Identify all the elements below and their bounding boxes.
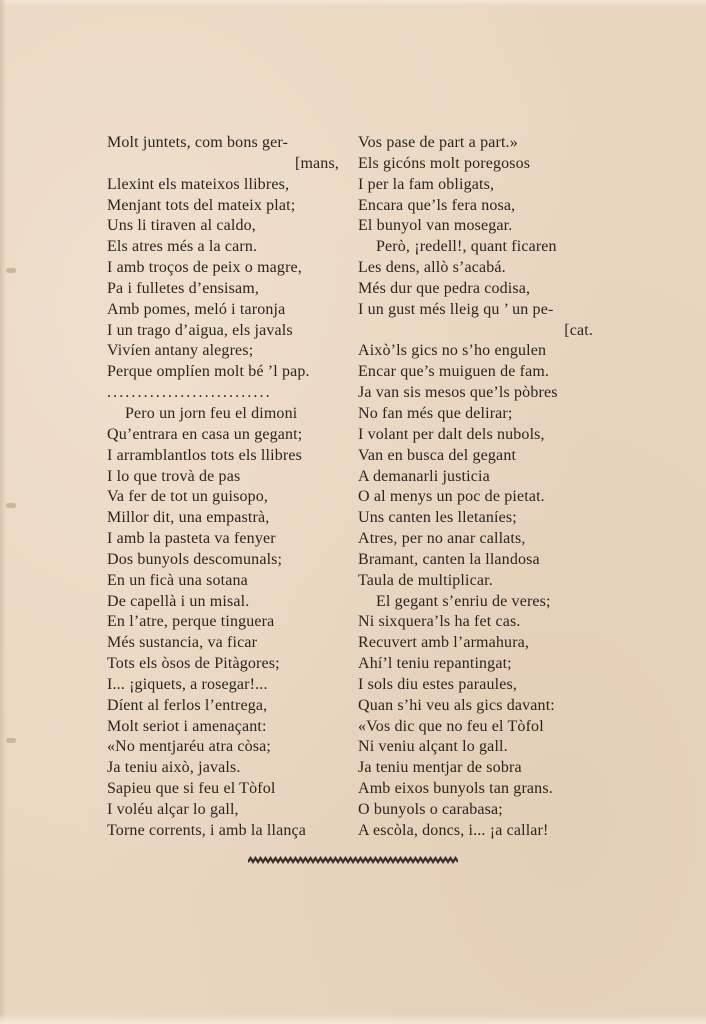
poem-line: I amb la pasteta va fenyer <box>107 530 276 548</box>
poem-line: Pero un jorn feu el dimoni <box>125 404 298 422</box>
poem-line: Encara que’ls fera nosa, <box>358 196 516 214</box>
poem-line: En l’atre, perque tinguera <box>107 613 275 631</box>
poem-line: Amb eixos bunyols tan grans. <box>358 780 553 798</box>
poem-line: Vos pase de part a part.» <box>358 134 518 151</box>
poem-line: Van en busca del gegant <box>358 446 517 464</box>
poem-line: I un gust més lleig qu ’ un pe- <box>358 300 554 318</box>
binding-stitch-hole <box>6 503 16 508</box>
poem-line: Amb pomes, meló i taronja <box>107 300 286 318</box>
poem-line: De capellà i un misal. <box>107 592 250 610</box>
poem-line: Ahí’l teniu repantingat; <box>358 655 512 673</box>
poem-line: Encar que’s muiguen de fam. <box>358 363 550 381</box>
poem-line: El gegant s’enriu de veres; <box>376 592 551 610</box>
poem-line: Ni sixquera’ls ha fet cas. <box>358 613 521 631</box>
poem-line: O bunyols o carabasa; <box>358 801 503 818</box>
poem-line: Menjant tots del mateix plat; <box>107 196 296 214</box>
binding-stitch-hole <box>6 738 16 743</box>
poem-line: Els gicóns molt poregosos <box>358 154 531 172</box>
poem-line: Va fer de tot un guisopo, <box>107 488 269 506</box>
poem-line: Ni veniu alçant lo gall. <box>358 738 508 756</box>
poem-line: Millor dit, una empastrà, <box>107 509 270 527</box>
poem-line: Els atres més a la carn. <box>107 238 258 256</box>
poem-line: Bramant, canten la llandosa <box>358 550 540 568</box>
poem-line: A escòla, doncs, i... ¡a callar! <box>358 821 549 839</box>
poem-line: Dos bunyols descomunals; <box>107 550 283 568</box>
poem-line: Llexint els mateixos llibres, <box>107 175 290 193</box>
poem-line: [mans, <box>294 154 339 172</box>
poem-line: [cat. <box>564 321 593 339</box>
poem-line: Uns li tiraven al caldo, <box>107 217 256 235</box>
poem-line: Perque omplíen molt bé ’l pap. <box>107 363 310 381</box>
poem-line: I amb troços de peix o magre, <box>107 259 302 277</box>
poem-line: Tots els òsos de Pitàgores; <box>107 655 280 673</box>
poem-line: Ja van sis mesos que’ls pòbres <box>358 384 558 402</box>
poem-line: Però, ¡redell!, quant ficaren <box>376 238 557 256</box>
poem-line: Vivíen antany alegres; <box>107 342 254 360</box>
poem-line: Díent al ferlos l’entrega, <box>107 696 268 714</box>
poem-line: I un trago d’aigua, els javals <box>107 321 293 339</box>
poem-left-column <box>107 133 339 842</box>
poem-line: Torne corrents, i amb la llança <box>107 821 307 839</box>
poem-line: Les dens, allò s’acabá. <box>358 259 506 277</box>
poem-line: I lo que trovà de pas <box>107 467 241 485</box>
poem-line: Més sustancia, va ficar <box>107 634 258 652</box>
poem-line: I sols diu estes paraules, <box>358 675 517 693</box>
poem-line: Recuvert amb l’armahura, <box>358 634 530 652</box>
poem-line: Molt juntets, com bons ger- <box>107 134 289 151</box>
poem-right-column <box>358 133 593 842</box>
poem-line: Pa i fulletes d’ensisam, <box>107 279 260 297</box>
poem-line: O al menys un poc de pietat. <box>358 488 545 506</box>
poem-line: Quan s’hi veu als gics davant: <box>358 696 555 714</box>
poem-line: Més dur que pedra codisa, <box>358 279 531 297</box>
poem-line: Molt seriot i amenaçant: <box>107 717 267 735</box>
poem-line: Això’ls gics no s’ho engulen <box>358 342 547 360</box>
binding-stitch-hole <box>6 268 16 273</box>
page-binding-edge <box>0 0 6 1024</box>
poem-line: Ja teniu això, javals. <box>107 759 241 777</box>
poem-line: «Vos dic que no feu el Tòfol <box>358 717 544 735</box>
poem-line: I... ¡giquets, a rosegar!... <box>107 675 268 693</box>
poem-line: Sapieu que si feu el Tòfol <box>107 780 276 798</box>
section-break-dots: ........................... <box>107 384 272 402</box>
poem-line: No fan més que delirar; <box>358 404 513 422</box>
poem-line: I arramblantlos tots els llibres <box>107 446 302 464</box>
poem-line: I per la fam obligats, <box>358 175 495 193</box>
decorative-divider <box>248 856 458 864</box>
poem-line: Taula de multiplicar. <box>358 571 493 589</box>
poem-line: I volant per dalt dels nubols, <box>358 425 545 443</box>
poem-line: Atres, per no anar callats, <box>358 530 526 548</box>
poem-line: Ja teniu mentjar de sobra <box>358 759 522 777</box>
poem-line: Qu’entrara en casa un gegant; <box>107 425 303 443</box>
poem-line: El bunyol van mosegar. <box>358 217 513 235</box>
poem-line: I voléu alçar lo gall, <box>107 801 239 818</box>
poem-line: En un ficà una sotana <box>107 571 248 589</box>
poem-line: A demanarli justicia <box>358 467 490 485</box>
page-bottom-edge <box>0 1014 706 1024</box>
poem-line: Uns canten les lletaníes; <box>358 509 517 527</box>
poem-line: «No mentjaréu atra còsa; <box>107 738 271 756</box>
page-top-edge <box>0 0 706 6</box>
